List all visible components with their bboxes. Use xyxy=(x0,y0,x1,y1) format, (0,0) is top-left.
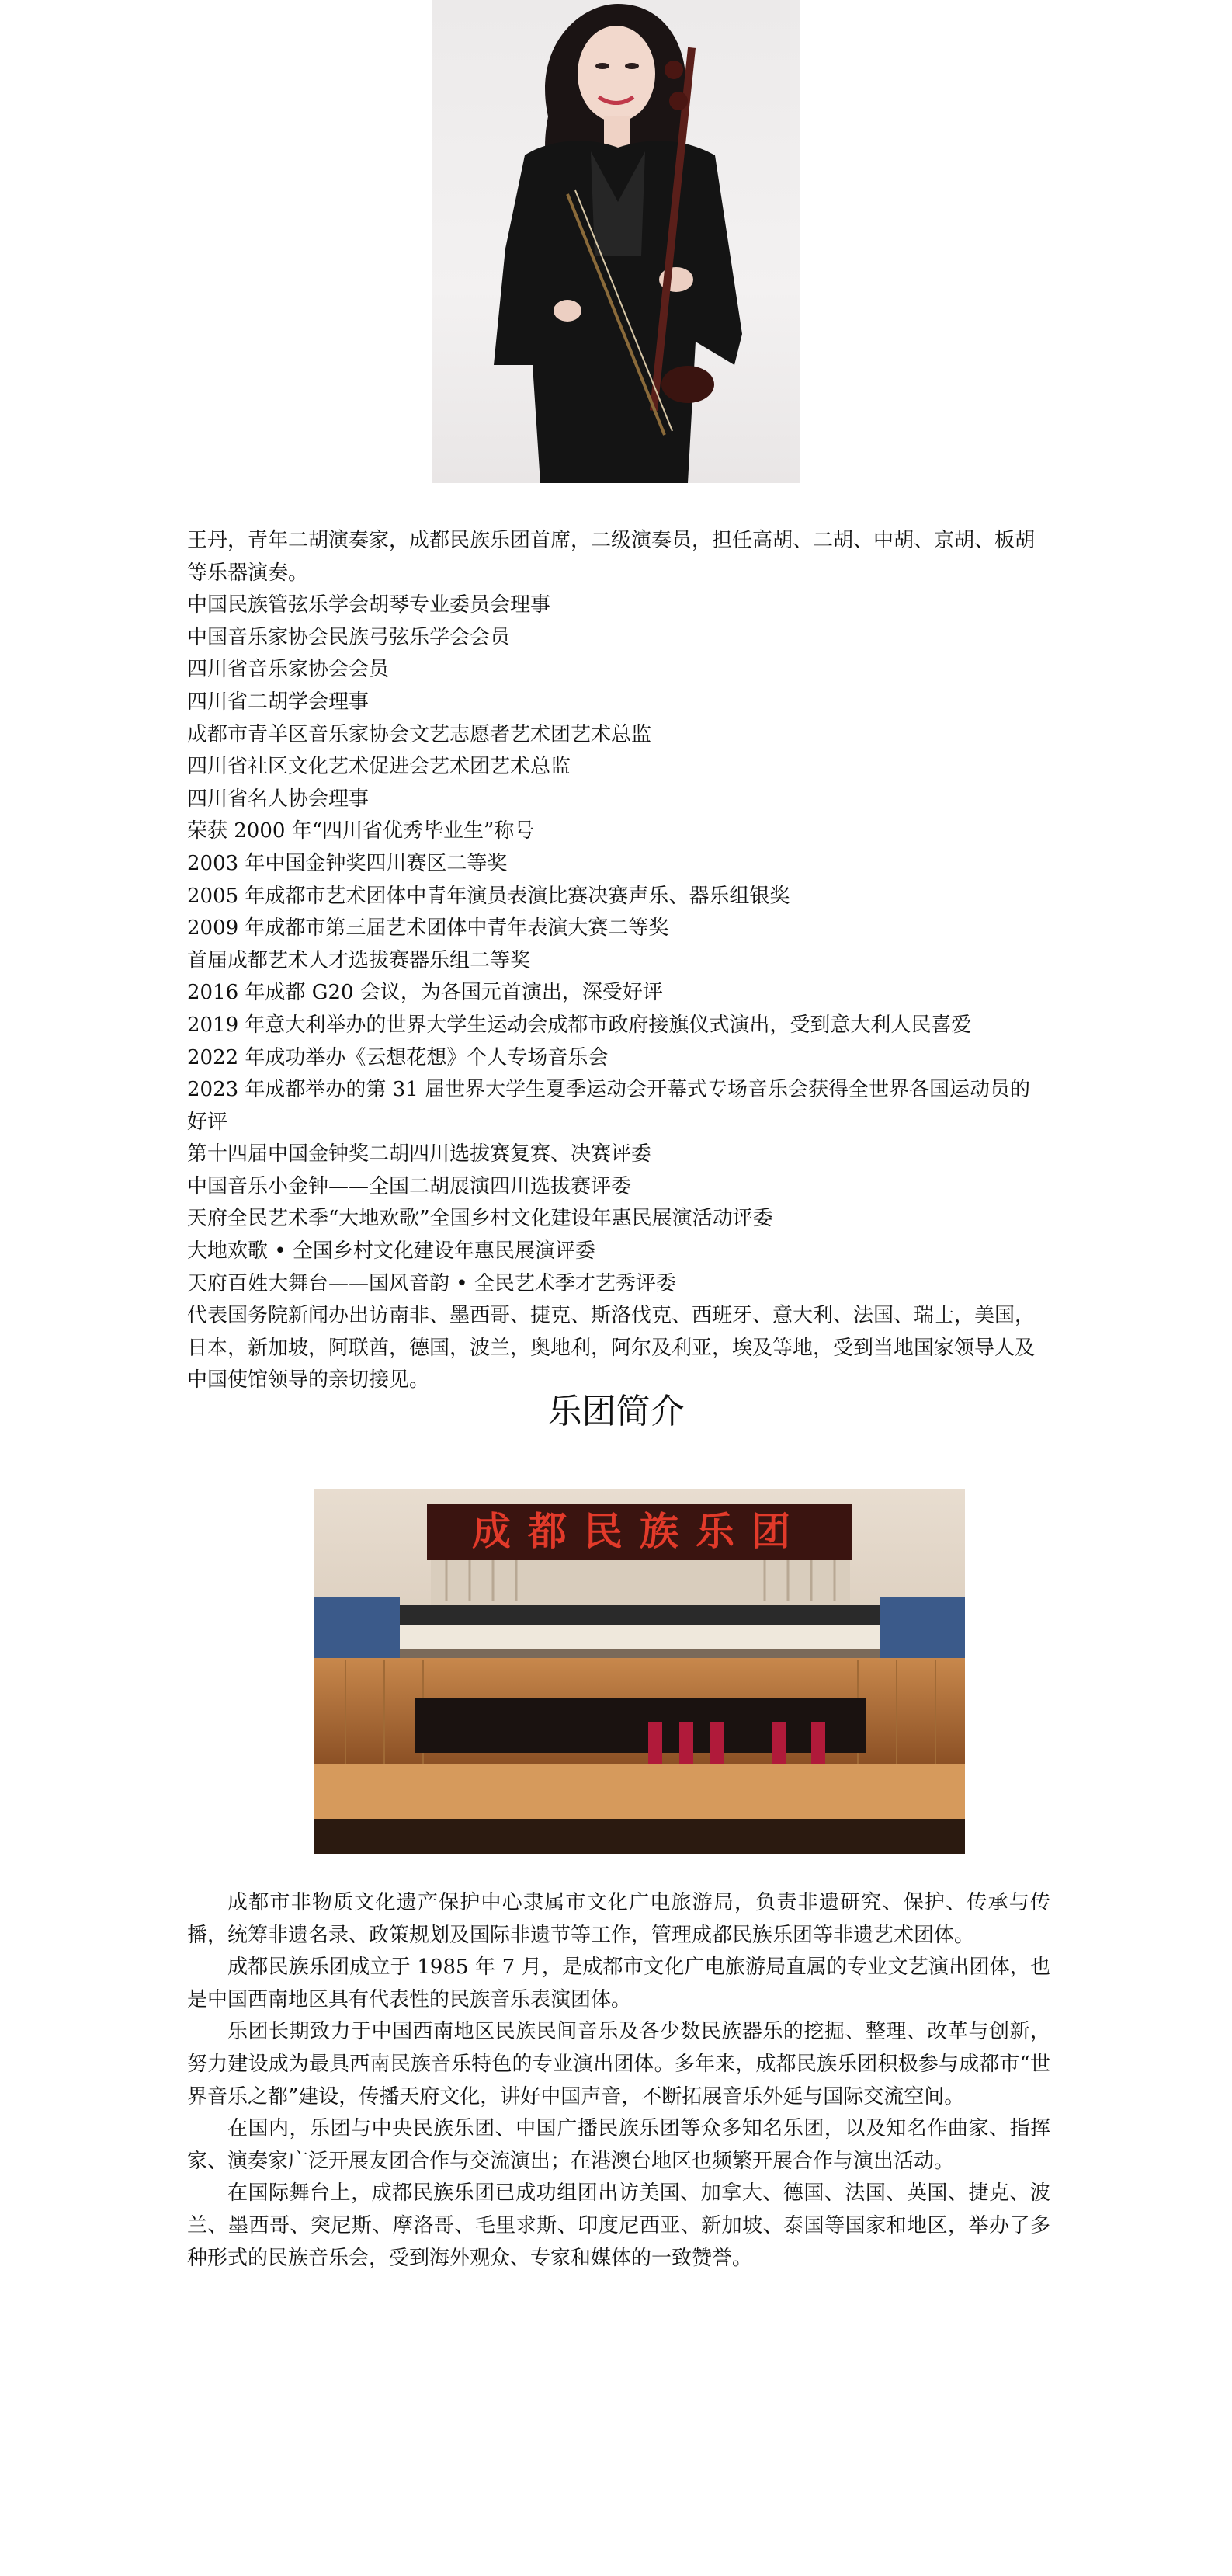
bio-line: 王丹，青年二胡演奏家，成都民族乐团首席，二级演奏员，担任高胡、二胡、中胡、京胡、板胡等乐器演奏。 xyxy=(187,529,1036,585)
section-title: 乐团简介 xyxy=(547,1392,685,1431)
banner-text: 成都民族乐团 xyxy=(472,1509,807,1554)
bio-line: 2019 年意大利举办的世界大学生运动会成都市政府接旗仪式演出，受到意大利人民喜爱 xyxy=(187,1013,972,1037)
bio-line: 中国民族管弦乐学会胡琴专业委员会理事 xyxy=(187,593,551,617)
bio-line: 四川省名人协会理事 xyxy=(187,787,370,811)
bio-line: 第十四届中国金钟奖二胡四川选拔赛复赛、决赛评委 xyxy=(187,1142,652,1166)
performer-portrait-photo xyxy=(432,0,800,483)
bio-line: 2023 年成都举办的第 31 届世界大学生夏季运动会开幕式专场音乐会获得全世界各国运动员的好评 xyxy=(187,1078,1031,1134)
bio-line: 四川省音乐家协会会员 xyxy=(187,658,390,682)
bio-line: 四川省二胡学会理事 xyxy=(187,690,370,714)
bio-line: 大地欢歌 • 全国乡村文化建设年惠民展演评委 xyxy=(187,1239,595,1264)
orchestra-stage-icon xyxy=(314,1489,965,1854)
bio-line: 天府全民艺术季“大地欢歌”全国乡村文化建设年惠民展演活动评委 xyxy=(187,1207,773,1231)
bio-line: 2022 年成功举办《云想花想》个人专场音乐会 xyxy=(187,1045,609,1069)
intro-paragraph: 在国内，乐团与中央民族乐团、中国广播民族乐团等众多知名乐团，以及知名作曲家、指挥家、演奏家广泛开展友团合作与交流演出；在港澳台地区也频繁开展合作与演出活动。 xyxy=(187,2117,1050,2173)
bio-line: 成都市青羊区音乐家协会文艺志愿者艺术团艺术总监 xyxy=(187,722,652,746)
intro-paragraph: 成都市非物质文化遗产保护中心隶属市文化广电旅游局，负责非遗研究、保护、传承与传播，统筹非遗名录、政策规划及国际非遗节等工作，管理成都民族乐团等非遗艺术团体。 xyxy=(187,1891,1050,1947)
bio-line: 四川省社区文化艺术促进会艺术团艺术总监 xyxy=(187,755,571,779)
bio-line: 2003 年中国金钟奖四川赛区二等奖 xyxy=(187,851,508,875)
intro-paragraph: 乐团长期致力于中国西南地区民族民间音乐及各少数民族器乐的挖掘、整理、改革与创新，努力建设成为最具西南民族音乐特色的专业演出团体。多年来，成都民族乐团积极参与成都市“世界音乐之都”建设，传播天府文化，讲好中国声音，不断拓展音乐外延与国际交流空间。 xyxy=(187,2020,1050,2108)
bio-line: 中国音乐小金钟——全国二胡展演四川选拔赛评委 xyxy=(187,1174,632,1198)
bio-line: 天府百姓大舞台——国风音韵 • 全民艺术季才艺秀评委 xyxy=(187,1271,676,1295)
bio-line: 荣获 2000 年“四川省优秀毕业生”称号 xyxy=(187,819,535,843)
bio-line: 2009 年成都市第三届艺术团体中青年表演大赛二等奖 xyxy=(187,916,669,940)
intro-paragraph: 成都民族乐团成立于 1985 年 7 月，是成都市文化广电旅游局直属的专业文艺演出团体，也是中国西南地区具有代表性的民族音乐表演团体。 xyxy=(187,1955,1050,2011)
orchestra-stage-photo xyxy=(314,1489,965,1854)
erhu-player-icon xyxy=(432,0,800,483)
bio-line: 首届成都艺术人才选拔赛器乐组二等奖 xyxy=(187,948,531,972)
bio-line: 代表国务院新闻办出访南非、墨西哥、捷克、斯洛伐克、西班牙、意大利、法国、瑞士，美国，日本，新加坡，阿联酋，德国，波兰，奥地利，阿尔及利亚，埃及等地，受到当地国家领导人及中国使馆领导的亲切接见。 xyxy=(187,1304,1036,1392)
orchestra-introduction xyxy=(187,1887,1050,2275)
bio-line: 2016 年成都 G20 会议，为各国元首演出，深受好评 xyxy=(187,981,663,1005)
intro-paragraph: 在国际舞台上，成都民族乐团已成功组团出访美国、加拿大、德国、法国、英国、捷克、波兰、墨西哥、突尼斯、摩洛哥、毛里求斯、印度尼西亚、新加坡、泰国等国家和地区，举办了多种形式的民族音乐会，受到海外观众、专家和媒体的一致赞誉。 xyxy=(187,2181,1050,2270)
bio-line: 2005 年成都市艺术团体中青年演员表演比赛决赛声乐、器乐组银奖 xyxy=(187,884,790,908)
biography-text xyxy=(187,525,1050,1397)
bio-line: 中国音乐家协会民族弓弦乐学会会员 xyxy=(187,625,511,649)
